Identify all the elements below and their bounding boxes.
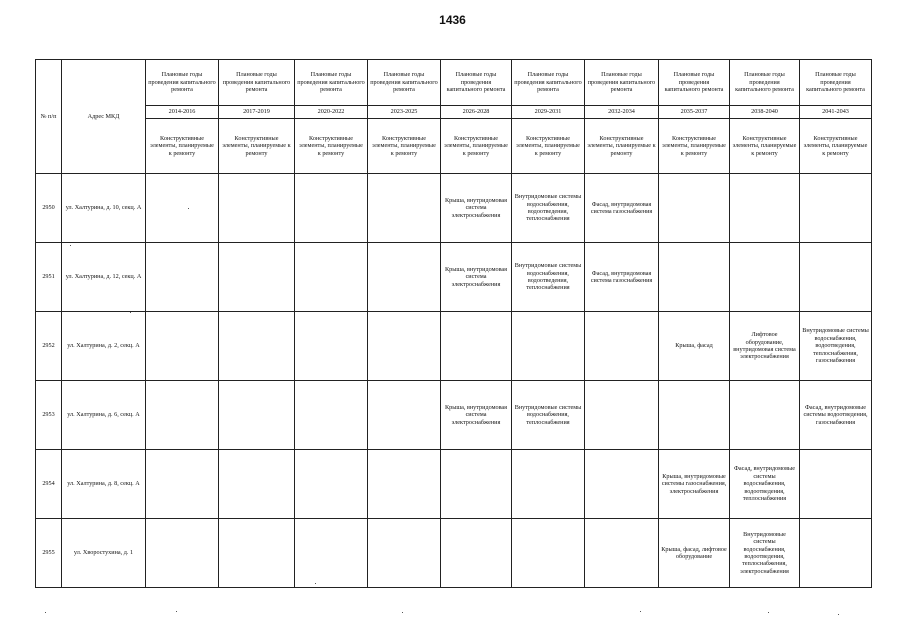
work-cell xyxy=(585,381,659,450)
header-address: Адрес МКД xyxy=(62,60,146,174)
work-cell xyxy=(295,450,368,519)
header-plan-years-cell: Плановые годы проведения капитального ремонта xyxy=(441,60,512,106)
work-cell: Фасад, внутридомовая система газоснабжения xyxy=(585,174,659,243)
period-cell: 2041-2043 xyxy=(800,106,872,119)
table-row xyxy=(36,519,872,588)
period-cell: 2026-2028 xyxy=(441,106,512,119)
header-elements-cell: Конструктивные элементы, планируемые к ремонту xyxy=(730,119,800,174)
work-cell xyxy=(219,519,295,588)
row-number: 2950 xyxy=(36,174,62,243)
header-plan-years-cell: Плановые годы проведения капитального ремонта xyxy=(295,60,368,106)
work-cell: Крыша, внутридомовая система электроснабжения xyxy=(441,381,512,450)
header-num: № п/п xyxy=(36,60,62,174)
work-cell: Внутридомовые системы водоснабжения, водоотведения, теплоснабжения xyxy=(512,243,585,312)
work-cell xyxy=(146,243,219,312)
header-row-years-label xyxy=(36,60,872,106)
work-cell xyxy=(295,174,368,243)
header-elements-cell: Конструктивные элементы, планируемые к ремонту xyxy=(585,119,659,174)
row-number: 2954 xyxy=(36,450,62,519)
table-row xyxy=(36,450,872,519)
work-cell xyxy=(146,174,219,243)
header-plan-years-cell: Плановые годы проведения капитального ремонта xyxy=(368,60,441,106)
row-address: ул. Халтурина, д. 8, секц. А xyxy=(62,450,146,519)
row-number: 2953 xyxy=(36,381,62,450)
work-cell xyxy=(368,381,441,450)
work-cell xyxy=(295,312,368,381)
header-plan-years-cell: Плановые годы проведения капитального ремонта xyxy=(146,60,219,106)
work-cell xyxy=(512,450,585,519)
header-elements-cell: Конструктивные элементы, планируемые к ремонту xyxy=(368,119,441,174)
header-plan-years-cell: Плановые годы проведения капитального ремонта xyxy=(659,60,730,106)
scan-speck xyxy=(315,583,316,584)
header-plan-years-cell: Плановые годы проведения капитального ремонта xyxy=(219,60,295,106)
scan-speck xyxy=(768,612,769,613)
header-row-elements xyxy=(36,119,872,174)
work-cell xyxy=(585,450,659,519)
work-cell: Крыша, фасад xyxy=(659,312,730,381)
work-cell xyxy=(219,381,295,450)
work-cell: Крыша, внутридомовые системы газоснабжения, электроснабжения xyxy=(659,450,730,519)
header-plan-years-cell: Плановые годы проведения капитального ремонта xyxy=(730,60,800,106)
period-cell: 2017-2019 xyxy=(219,106,295,119)
header-elements-cell: Конструктивные элементы, планируемые к ремонту xyxy=(295,119,368,174)
work-cell xyxy=(800,450,872,519)
work-cell xyxy=(800,174,872,243)
work-cell xyxy=(800,519,872,588)
row-address: ул. Халтурина, д. 6, секц. А xyxy=(62,381,146,450)
scan-speck xyxy=(70,245,71,246)
work-cell xyxy=(585,519,659,588)
work-cell xyxy=(800,243,872,312)
table-row xyxy=(36,174,872,243)
work-cell xyxy=(295,243,368,312)
work-cell xyxy=(730,243,800,312)
work-cell xyxy=(585,312,659,381)
table-row xyxy=(36,243,872,312)
work-cell xyxy=(512,519,585,588)
table-row xyxy=(36,312,872,381)
work-cell xyxy=(368,243,441,312)
work-cell xyxy=(146,381,219,450)
work-cell xyxy=(659,243,730,312)
page-number: 1436 xyxy=(439,13,466,27)
row-address: ул. Халтурина, д. 2, секц. А xyxy=(62,312,146,381)
work-cell: Внутридомовые системы водоснабжения, водоотведения, теплоснабжения, электроснабжения xyxy=(730,519,800,588)
header-elements-cell: Конструктивные элементы, планируемые к ремонту xyxy=(512,119,585,174)
work-cell xyxy=(368,312,441,381)
work-cell: Крыша, фасад, лифтовое оборудование xyxy=(659,519,730,588)
work-cell xyxy=(441,519,512,588)
header-elements-cell: Конструктивные элементы, планируемые к ремонту xyxy=(146,119,219,174)
header-elements-cell: Конструктивные элементы, планируемые к ремонту xyxy=(219,119,295,174)
header-plan-years-cell: Плановые годы проведения капитального ремонта xyxy=(512,60,585,106)
period-cell: 2032-2034 xyxy=(585,106,659,119)
table-row xyxy=(36,381,872,450)
work-cell xyxy=(219,243,295,312)
work-cell xyxy=(295,381,368,450)
work-cell xyxy=(730,381,800,450)
work-cell xyxy=(146,450,219,519)
period-cell: 2014-2016 xyxy=(146,106,219,119)
scan-speck xyxy=(176,611,177,612)
header-elements-cell: Конструктивные элементы, планируемые к ремонту xyxy=(800,119,872,174)
scan-speck xyxy=(838,614,839,615)
header-plan-years-cell: Плановые годы проведения капитального ремонта xyxy=(800,60,872,106)
work-cell: Лифтовое оборудование, внутридомовая система электроснабжения xyxy=(730,312,800,381)
work-cell xyxy=(659,174,730,243)
work-cell xyxy=(368,174,441,243)
header-elements-cell: Конструктивные элементы, планируемые к ремонту xyxy=(659,119,730,174)
work-cell xyxy=(295,519,368,588)
period-cell: 2029-2031 xyxy=(512,106,585,119)
work-cell: Внутридомовые системы водоснабжения, водоотведения, теплоснабжения xyxy=(512,174,585,243)
capital-repair-plan-table xyxy=(35,59,872,588)
work-cell: Внутридомовые системы водоснабжения, теплоснабжения xyxy=(512,381,585,450)
work-cell: Крыша, внутридомовая система электроснабжения xyxy=(441,243,512,312)
work-cell: Крыша, внутридомовая система электроснабжения xyxy=(441,174,512,243)
work-cell xyxy=(441,312,512,381)
work-cell: Фасад, внутридомовые системы водоснабжения, водоотведения, теплоснабжения xyxy=(730,450,800,519)
work-cell xyxy=(219,312,295,381)
period-cell: 2023-2025 xyxy=(368,106,441,119)
scan-speck xyxy=(130,312,131,313)
scan-speck xyxy=(45,612,46,613)
header-plan-years-cell: Плановые годы проведения капитального ремонта xyxy=(585,60,659,106)
row-number: 2951 xyxy=(36,243,62,312)
work-cell: Фасад, внутридомовые системы водоотведения, газоснабжения xyxy=(800,381,872,450)
work-cell: Внутридомовые системы водоснабжения, водоотведения, теплоснабжения, газоснабжения xyxy=(800,312,872,381)
work-cell xyxy=(512,312,585,381)
row-address: ул. Халтурина, д. 12, секц. А xyxy=(62,243,146,312)
work-cell xyxy=(219,450,295,519)
header-elements-cell: Конструктивные элементы, планируемые к ремонту xyxy=(441,119,512,174)
work-cell xyxy=(659,381,730,450)
work-cell xyxy=(146,519,219,588)
work-cell: Фасад, внутридомовая система газоснабжения xyxy=(585,243,659,312)
row-number: 2955 xyxy=(36,519,62,588)
work-cell xyxy=(368,519,441,588)
period-cell: 2035-2037 xyxy=(659,106,730,119)
row-address: ул. Хворостухина, д. 1 xyxy=(62,519,146,588)
work-cell xyxy=(368,450,441,519)
period-cell: 2020-2022 xyxy=(295,106,368,119)
header-row-periods xyxy=(36,106,872,119)
work-cell xyxy=(146,312,219,381)
work-cell xyxy=(219,174,295,243)
work-cell xyxy=(730,174,800,243)
period-cell: 2038-2040 xyxy=(730,106,800,119)
row-number: 2952 xyxy=(36,312,62,381)
scan-speck xyxy=(188,208,189,209)
scan-speck xyxy=(640,611,641,612)
scan-speck xyxy=(402,612,403,613)
work-cell xyxy=(441,450,512,519)
row-address: ул. Халтурина, д. 10, секц. А xyxy=(62,174,146,243)
